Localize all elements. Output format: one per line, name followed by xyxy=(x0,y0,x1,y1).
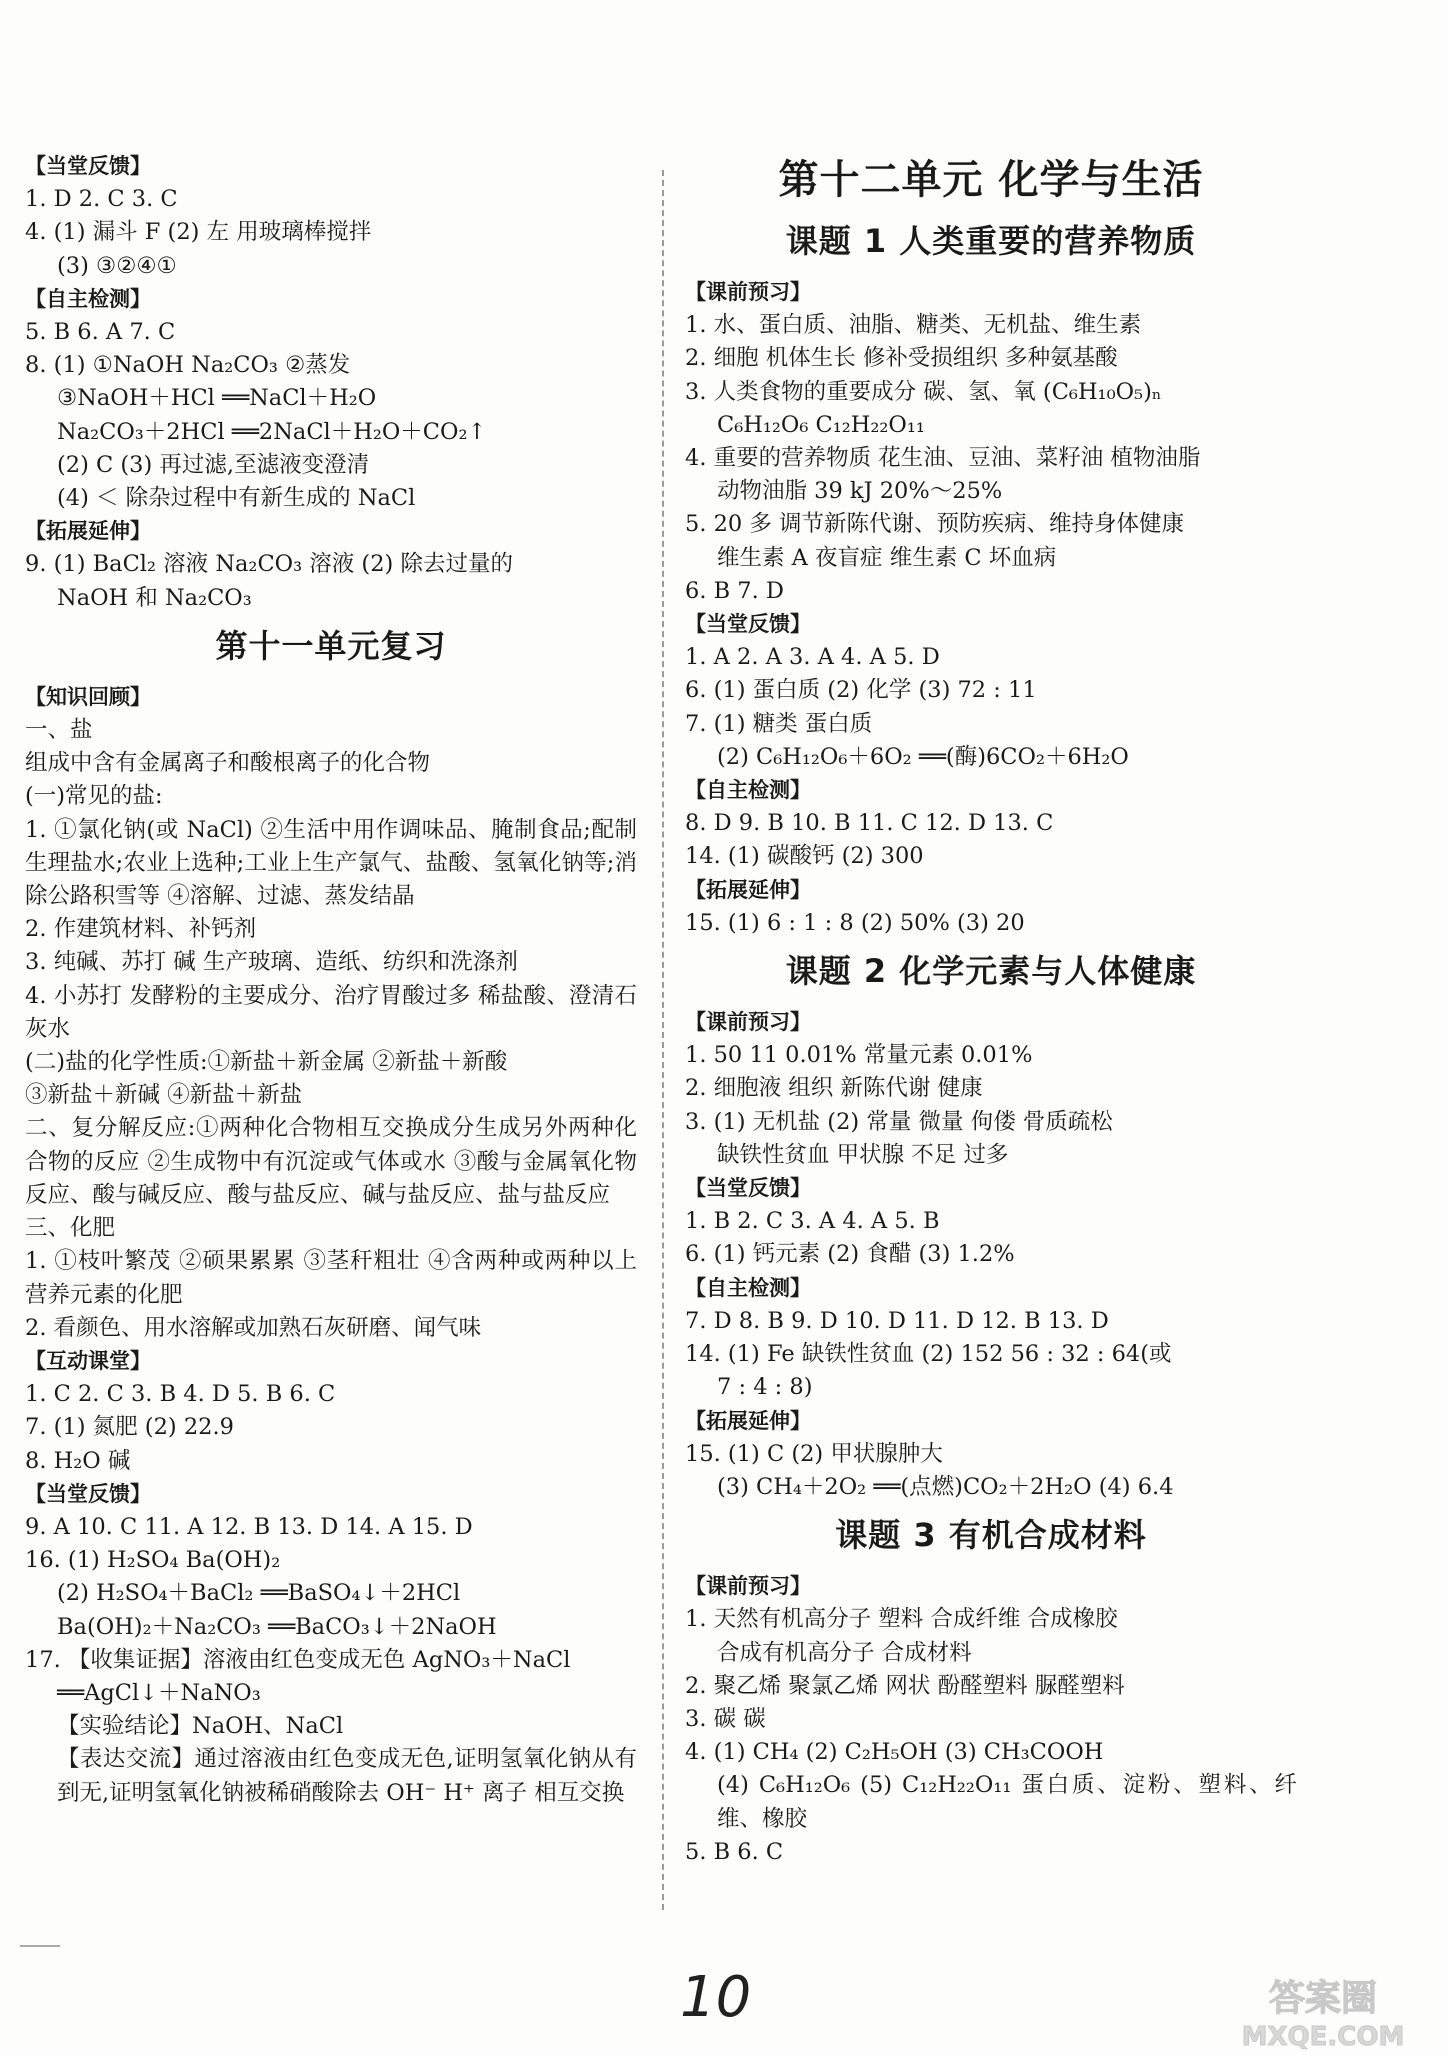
answer-line: 1. B 2. C 3. A 4. A 5. B xyxy=(685,1208,940,1235)
section-title: 课题 1 人类重要的营养物质 xyxy=(785,222,1197,260)
answer-line: 14. (1) Fe 缺铁性贫血 (2) 152 56 : 32 : 64(或 xyxy=(685,1341,1172,1368)
section-label: 【课前预习】 xyxy=(685,1010,811,1035)
answer-line: 5. B 6. C xyxy=(685,1838,784,1865)
answer-line: ③NaOH＋HCl ══NaCl＋H₂O xyxy=(57,385,377,412)
answer-line: Ba(OH)₂＋Na₂CO₃ ══BaCO₃↓＋2NaOH xyxy=(57,1613,497,1640)
right-column xyxy=(685,150,1297,1869)
section-label: 【当堂反馈】 xyxy=(25,154,151,178)
answer-line: 7. D 8. B 9. D 10. D 11. D 12. B 13. D xyxy=(685,1307,1109,1334)
scan-mark xyxy=(20,1945,60,1947)
answer-line: 4. (1) CH₄ (2) C₂H₅OH (3) CH₃COOH xyxy=(685,1739,1104,1766)
answer-line: 7. (1) 氮肥 (2) 22.9 xyxy=(25,1414,234,1441)
section-label: 【拓展延伸】 xyxy=(685,1408,811,1433)
answer-line: 2. 细胞 机体生长 修补受损组织 多种氨基酸 xyxy=(685,345,1118,372)
answer-line: 1. C 2. C 3. B 4. D 5. B 6. C xyxy=(25,1381,336,1408)
unit-title: 第十二单元 化学与生活 xyxy=(778,157,1204,203)
section-label: 【课前预习】 xyxy=(685,280,811,304)
answer-line: (一)常见的盐: xyxy=(25,783,163,810)
answer-line: (4) ＜ 除杂过程中有新生成的 NaCl xyxy=(57,485,416,512)
answer-line: 7 : 4 : 8) xyxy=(717,1374,813,1401)
section-label: 【自主检测】 xyxy=(25,286,151,311)
section-label: 【互动课堂】 xyxy=(25,1348,151,1373)
answer-line: 9. (1) BaCl₂ 溶液 Na₂CO₃ 溶液 (2) 除去过量的 xyxy=(25,551,513,578)
answer-line: 3. 纯碱、苏打 碱 生产玻璃、造纸、纺织和洗涤剂 xyxy=(25,949,518,976)
answer-line: 16. (1) H₂SO₄ Ba(OH)₂ xyxy=(25,1547,281,1574)
answer-line: 6. (1) 蛋白质 (2) 化学 (3) 72 : 11 xyxy=(685,677,1037,704)
answer-line: 5. 20 多 调节新陈代谢、预防疾病、维持身体健康 xyxy=(685,511,1185,538)
answer-line: (2) C₆H₁₂O₆＋6O₂ ══(酶)6CO₂＋6H₂O xyxy=(717,743,1129,770)
answer-paragraph: 1. ①氯化钠(或 NaCl) ②生活中用作调味品、腌制食品;配制生理盐水;农业上选种;工业上生产氯气、盐酸、氢氧化钠等;消除公路积雪等 ④溶解、过滤、蒸发结晶 xyxy=(25,816,637,910)
answer-line: 三、化肥 xyxy=(25,1215,116,1242)
answer-line: 1. D 2. C 3. C xyxy=(25,186,178,213)
section-title: 课题 2 化学元素与人体健康 xyxy=(785,952,1197,991)
watermark-logo xyxy=(1208,1965,1438,2055)
answer-line: 9. A 10. C 11. A 12. B 13. D 14. A 15. D xyxy=(25,1513,473,1540)
answer-line: (二)盐的化学性质:①新盐＋新金属 ②新盐＋新酸 xyxy=(25,1049,508,1076)
answer-line: 3. 人类食物的重要成分 碳、氢、氧 (C₆H₁₀O₅)ₙ xyxy=(685,378,1162,405)
answer-paragraph: 二、复分解反应:①两种化合物相互交换成分生成另外两种化合物的反应 ②生成物中有沉淀或气体或水 ③酸与金属氧化物反应、酸与碱反应、酸与盐反应、碱与盐反应、盐与盐反应 xyxy=(25,1115,637,1208)
answer-paragraph: (4) C₆H₁₂O₆ (5) C₁₂H₂₂O₁₁ 蛋白质、淀粉、塑料、纤维、橡胶 xyxy=(717,1772,1297,1832)
answer-line: 1. 水、蛋白质、油脂、糖类、无机盐、维生素 xyxy=(685,312,1142,339)
section-label: 【当堂反馈】 xyxy=(685,612,811,637)
section-title: 第十一单元复习 xyxy=(215,626,447,665)
answer-line: 一、盐 xyxy=(25,717,93,744)
answer-line: 维生素 A 夜盲症 维生素 C 坏血病 xyxy=(717,544,1057,571)
answer-line: 1. A 2. A 3. A 4. A 5. D xyxy=(685,644,940,671)
svg-text:MXQE.COM: MXQE.COM xyxy=(1241,2022,1405,2052)
handwritten-page-number: 10 xyxy=(680,1965,752,2030)
section-label: 【拓展延伸】 xyxy=(685,877,811,902)
answer-paragraph: 1. ①枝叶繁茂 ②硕果累累 ③茎秆粗壮 ④含两种或两种以上营养元素的化肥 xyxy=(25,1248,637,1308)
answer-line: 1. 50 11 0.01% 常量元素 0.01% xyxy=(685,1042,1033,1069)
answer-line: 【实验结论】NaOH、NaCl xyxy=(57,1713,344,1740)
answer-paragraph: 【表达交流】通过溶液由红色变成无色,证明氢氧化钠从有到无,证明氢氧化钠被稀硝酸除去 OH⁻ H⁺ 离子 相互交换 xyxy=(57,1746,637,1806)
answer-line: 8. H₂O 碱 xyxy=(25,1447,131,1474)
answer-line: 3. 碳 碳 xyxy=(685,1705,766,1732)
svg-text:答案圈: 答案圈 xyxy=(1268,1978,1378,2019)
answer-line: 合成有机高分子 合成材料 xyxy=(717,1639,972,1666)
answer-line: (3) CH₄＋2O₂ ══(点燃)CO₂＋2H₂O (4) 6.4 xyxy=(717,1473,1174,1500)
section-label: 【课前预习】 xyxy=(685,1574,811,1599)
section-label: 【拓展延伸】 xyxy=(25,519,151,544)
answer-line: 17. 【收集证据】溶液由红色变成无色 AgNO₃＋NaCl xyxy=(25,1646,571,1673)
answer-line: 4. 重要的营养物质 花生油、豆油、菜籽油 植物油脂 xyxy=(685,445,1201,472)
answer-line: C₆H₁₂O₆ C₁₂H₂₂O₁₁ xyxy=(717,411,925,438)
answer-line: 动物油脂 39 kJ 20%～25% xyxy=(717,478,1003,505)
answer-line: 4. (1) 漏斗 F (2) 左 用玻璃棒搅拌 xyxy=(25,219,372,246)
answer-line: (2) H₂SO₄＋BaCl₂ ══BaSO₄↓＋2HCl xyxy=(57,1580,461,1607)
section-label: 【自主检测】 xyxy=(685,778,811,803)
answer-line: 缺铁性贫血 甲状腺 不足 过多 xyxy=(717,1141,1009,1168)
section-label: 【自主检测】 xyxy=(685,1275,811,1300)
section-label: 【知识回顾】 xyxy=(25,684,151,709)
answer-line: 2. 细胞液 组织 新陈代谢 健康 xyxy=(685,1075,983,1102)
answer-line: (2) C (3) 再过滤,至滤液变澄清 xyxy=(57,451,370,478)
answer-line: 2. 聚乙烯 聚氯乙烯 网状 酚醛塑料 脲醛塑料 xyxy=(685,1672,1125,1699)
answer-line: 1. 天然有机高分子 塑料 合成纤维 合成橡胶 xyxy=(685,1606,1118,1633)
section-label: 【当堂反馈】 xyxy=(25,1481,151,1506)
answer-line: 2. 作建筑材料、补钙剂 xyxy=(25,916,257,943)
answer-line: 14. (1) 碳酸钙 (2) 300 xyxy=(685,843,924,870)
answer-line: 7. (1) 糖类 蛋白质 xyxy=(685,710,873,737)
answer-line: 8. D 9. B 10. B 11. C 12. D 13. C xyxy=(685,810,1054,837)
answer-line: 6. (1) 钙元素 (2) 食醋 (3) 1.2% xyxy=(685,1241,1015,1268)
answer-line: ══AgCl↓＋NaNO₃ xyxy=(57,1679,261,1706)
answer-line: 3. (1) 无机盐 (2) 常量 微量 佝偻 骨质疏松 xyxy=(685,1108,1113,1135)
answer-line: (3) ③②④① xyxy=(57,252,177,279)
answer-paragraph: 4. 小苏打 发酵粉的主要成分、治疗胃酸过多 稀盐酸、澄清石灰水 xyxy=(25,982,637,1042)
answer-line: 6. B 7. D xyxy=(685,577,784,604)
answer-line: NaOH 和 Na₂CO₃ xyxy=(57,584,252,611)
section-label: 【当堂反馈】 xyxy=(685,1176,811,1201)
answer-line: 2. 看颜色、用水溶解或加熟石灰研磨、闻气味 xyxy=(25,1314,482,1341)
column-divider xyxy=(662,170,664,1910)
answer-line: Na₂CO₃＋2HCl ══2NaCl＋H₂O＋CO₂↑ xyxy=(57,418,487,445)
answer-line: 15. (1) C (2) 甲状腺肿大 xyxy=(685,1440,943,1467)
answer-line: 15. (1) 6 : 1 : 8 (2) 50% (3) 20 xyxy=(685,909,1025,936)
section-title: 课题 3 有机合成材料 xyxy=(835,1516,1147,1555)
answer-line: 5. B 6. A 7. C xyxy=(25,319,176,346)
answer-line: 组成中含有金属离子和酸根离子的化合物 xyxy=(25,750,431,777)
left-column xyxy=(25,150,637,1810)
answer-line: ③新盐＋新碱 ④新盐＋新盐 xyxy=(25,1082,303,1109)
answer-line: 8. (1) ①NaOH Na₂CO₃ ②蒸发 xyxy=(25,352,351,379)
